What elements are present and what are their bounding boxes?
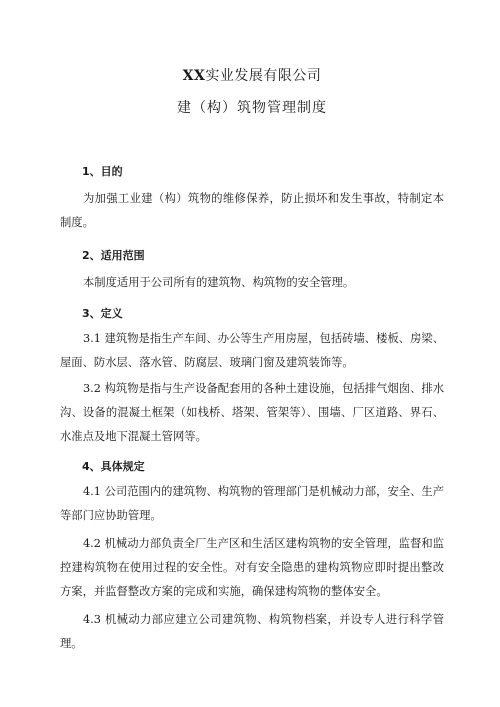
rule-4-2: 4.2 机械动力部负责全厂生产区和生活区建构筑物的安全管理，监督和监控建构筑物在使用过程的安全性。对有安全隐患的建构筑物应即时提出整改方案，并监督整改方案的完成和实施，确保建构筑物的整体安全。 <box>60 537 444 598</box>
company-name <box>60 66 444 86</box>
section-heading-definitions: 3、定义 <box>82 307 123 320</box>
company-name-rest: 实业发展有限公司 <box>205 68 322 84</box>
section-text-purpose: 为加强工业建（构）筑物的维修保养，防止损坏和发生事故，特制定本制度。 <box>60 192 444 229</box>
section-heading-scope: 2、适用范围 <box>82 249 145 262</box>
rule-4-3: 4.3 机械动力部应建立公司建筑物、构筑物档案，并设专人进行科学管理。 <box>60 613 444 650</box>
section-heading-rules: 4、具体规定 <box>82 460 145 473</box>
document-title: 建（构）筑物管理制度 <box>177 100 327 116</box>
section-heading-purpose: 1、目的 <box>82 165 123 178</box>
rule-4-1: 4.1 公司范围内的建筑物、构筑物的管理部门是机械动力部，安全、生产等部门应协助管理。 <box>60 485 444 522</box>
definition-3-2: 3.2 构筑物是指与生产设备配套用的各种土建设施，包括排气烟囱、排水沟、设备的混凝土框架（如栈桥、塔架、管架等）、围墙、厂区道路、界石、水准点及地下混凝土管网等。 <box>60 382 444 443</box>
section-text-scope: 本制度适用于公司所有的建筑物、构筑物的安全管理。 <box>83 276 355 289</box>
definition-3-1: 3.1 建筑物是指生产车间、办公等生产用房屋，包括砖墙、楼板、房梁、屋面、防水层、落水管、防腐层、玻璃门窗及建筑装饰等。 <box>60 332 444 369</box>
company-name-bold: XX <box>182 68 206 84</box>
